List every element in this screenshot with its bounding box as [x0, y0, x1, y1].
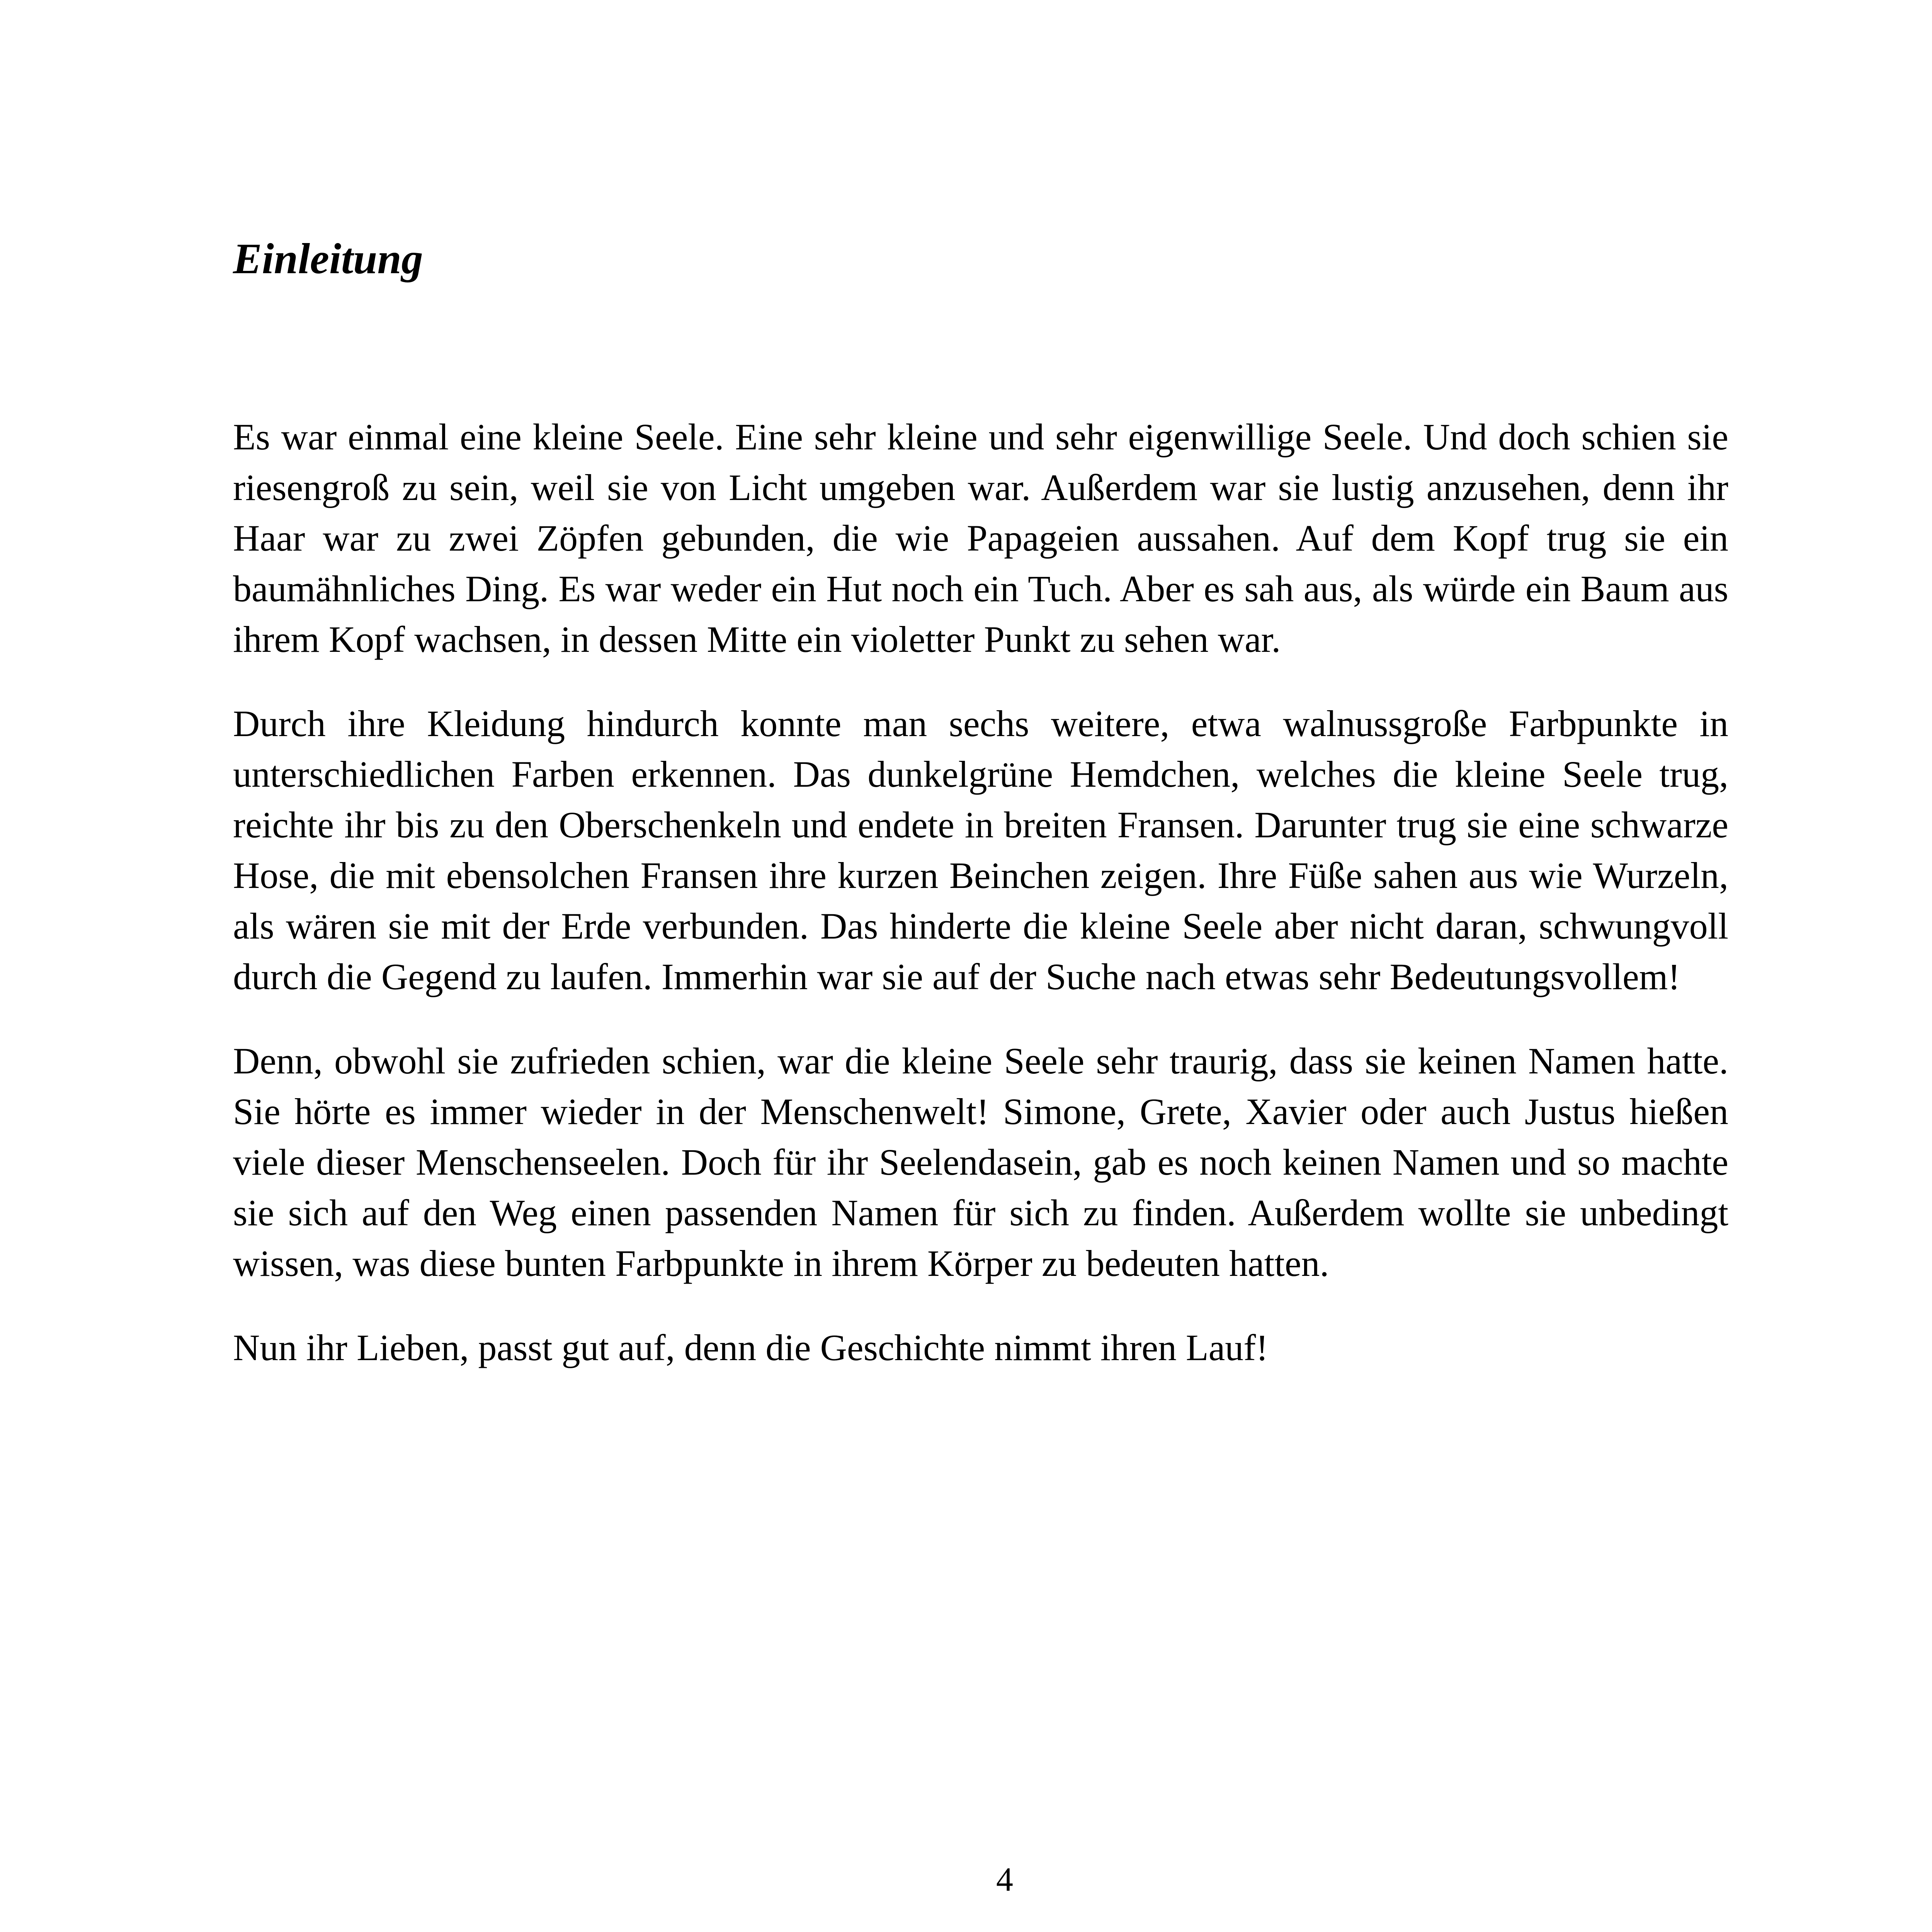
paragraph-2: Durch ihre Kleidung hindurch konnte man sechs weitere, etwa walnussgroße Farbpunkte in unterschiedlichen Farben erkennen. Das dunkelgrüne Hemdchen, welches die kleine Seele trug, reichte ihr bis zu den Oberschenkeln und endete in breiten Fransen. Darunter trug sie eine schwarze Hose, die mit ebensolchen Fransen ihre kurzen Beinchen zeigen. Ihre Füße sahen aus wie Wurzeln, als wären sie mit der Erde verbunden. Das hinderte die kleine Seele aber nicht daran, schwungvoll durch die Gegend zu laufen. Immerhin war sie auf der Suche nach etwas sehr Bedeutungsvollem! [233, 703, 1728, 997]
body-text [233, 412, 1728, 1406]
paragraph-4: Nun ihr Lieben, passt gut auf, denn die Geschichte nimmt ihren Lauf! [233, 1327, 1269, 1368]
paragraph-1: Es war einmal eine kleine Seele. Eine sehr kleine und sehr eigenwillige Seele. Und doch schien sie riesengroß zu sein, weil sie von Licht umgeben war. Außerdem war sie lustig anzusehen, denn ihr Haar war zu zwei Zöpfen gebunden, die wie Papageien aussahen. Auf dem Kopf trug sie ein baumähnliches Ding. Es war weder ein Hut noch ein Tuch. Aber es sah aus, als würde ein Baum aus ihrem Kopf wachsen, in dessen Mitte ein violetter Punkt zu sehen war. [233, 416, 1728, 660]
page-number: 4 [996, 1861, 1013, 1898]
chapter-heading: Einleitung [233, 235, 423, 283]
paragraph-3: Denn, obwohl sie zufrieden schien, war die kleine Seele sehr traurig, dass sie keinen Namen hatte. Sie hörte es immer wieder in der Menschenwelt! Simone, Grete, Xavier oder auch Justus hießen viele dieser Menschenseelen. Doch für ihr Seelendasein, gab es noch keinen Namen und so machte sie sich auf den Weg einen passenden Namen für sich zu finden. Außerdem wollte sie unbedingt wissen, was diese bunten Farbpunkte in ihrem Körper zu bedeuten hatten. [233, 1040, 1728, 1284]
